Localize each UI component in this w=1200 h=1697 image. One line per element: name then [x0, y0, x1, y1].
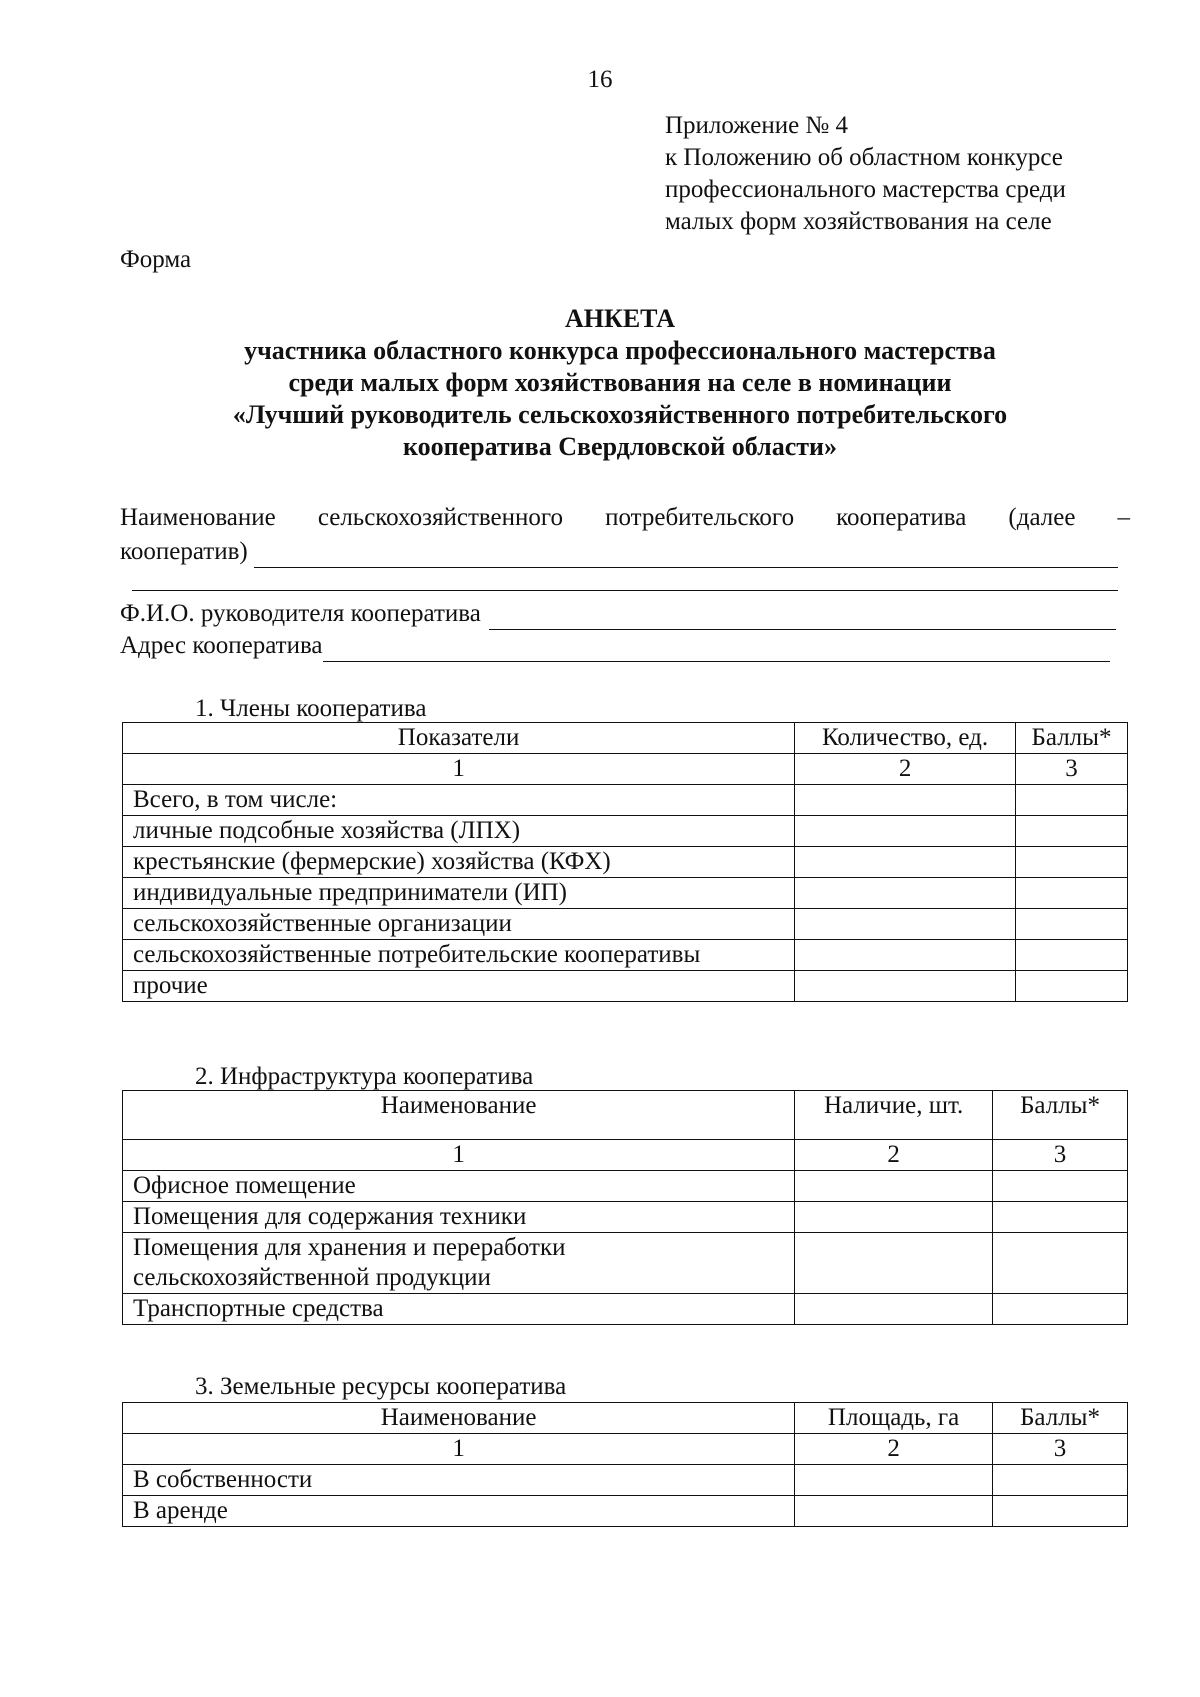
column-number: 2	[795, 1140, 993, 1171]
members-table	[122, 722, 1128, 1002]
appendix-line: Приложение № 4	[665, 112, 849, 139]
address-label: Адрес кооператива	[120, 632, 323, 659]
coop-name-row	[120, 536, 1130, 568]
column-number: 1	[123, 1140, 795, 1171]
quantity-cell[interactable]	[795, 847, 1016, 878]
table-header-row	[123, 1091, 1128, 1140]
column-header: Баллы*	[993, 1403, 1128, 1434]
area-cell[interactable]	[795, 1496, 993, 1527]
score-cell[interactable]	[1016, 878, 1128, 909]
table-row	[123, 1233, 1128, 1294]
score-cell[interactable]	[1016, 816, 1128, 847]
table-row	[123, 847, 1128, 878]
quantity-cell[interactable]	[795, 1171, 993, 1202]
table-row	[123, 1294, 1128, 1325]
column-number: 3	[993, 1434, 1128, 1465]
table-row	[123, 878, 1128, 909]
table-row	[123, 1496, 1128, 1527]
appendix-line: малых форм хозяйствования на селе	[665, 208, 1052, 235]
column-header: Наименование	[123, 1403, 795, 1434]
column-number: 2	[795, 1434, 993, 1465]
title-line: «Лучший руководитель сельскохозяйственного потребительского	[232, 400, 1008, 429]
column-header: Количество, ед.	[795, 723, 1016, 754]
director-name-field[interactable]	[489, 605, 1116, 630]
title-line: кооператива Свердловской области»	[402, 432, 838, 461]
quantity-cell[interactable]	[795, 878, 1016, 909]
row-label	[123, 1233, 795, 1294]
document-title	[120, 303, 1120, 463]
director-label: Ф.И.О. руководителя кооператива	[120, 600, 481, 627]
land-resources-table	[122, 1402, 1128, 1527]
table-row	[123, 785, 1128, 816]
appendix-line: к Положению об областном конкурсе	[665, 144, 1063, 171]
row-label: индивидуальные предприниматели (ИП)	[123, 878, 795, 909]
table-row	[123, 1171, 1128, 1202]
score-cell[interactable]	[993, 1202, 1128, 1233]
score-cell[interactable]	[1016, 785, 1128, 816]
score-cell[interactable]	[993, 1294, 1128, 1325]
column-number: 1	[123, 1434, 795, 1465]
table-row	[123, 940, 1128, 971]
score-cell[interactable]	[993, 1171, 1128, 1202]
table-header-row	[123, 723, 1128, 754]
score-cell[interactable]	[1016, 940, 1128, 971]
score-cell[interactable]	[1016, 971, 1128, 1002]
score-cell[interactable]	[1016, 847, 1128, 878]
area-cell[interactable]	[795, 1465, 993, 1496]
row-label: В собственности	[123, 1465, 795, 1496]
form-label: Форма	[120, 246, 192, 273]
quantity-cell[interactable]	[795, 816, 1016, 847]
quantity-cell[interactable]	[795, 1233, 993, 1294]
column-header: Площадь, га	[795, 1403, 993, 1434]
column-number: 3	[1016, 754, 1128, 785]
title-heading: АНКЕТА	[564, 304, 676, 333]
address-row	[120, 630, 1130, 662]
coop-name-label: Наименование сельскохозяйственного потребительского кооператива (далее –	[120, 504, 1130, 531]
quantity-cell[interactable]	[795, 1202, 993, 1233]
row-label: личные подсобные хозяйства (ЛПХ)	[123, 816, 795, 847]
column-header: Баллы*	[993, 1091, 1128, 1140]
director-row	[120, 598, 1130, 630]
title-line: среди малых форм хозяйствования на селе в номинации	[288, 368, 952, 397]
table-row	[123, 816, 1128, 847]
coop-name-field-line2[interactable]	[132, 590, 1118, 591]
column-header: Показатели	[123, 723, 795, 754]
section-1-title: 1. Члены кооператива	[195, 695, 427, 722]
row-label: Транспортные средства	[123, 1294, 795, 1325]
page-number: 16	[587, 66, 613, 93]
address-field[interactable]	[323, 637, 1110, 662]
row-label: Офисное помещение	[123, 1171, 795, 1202]
appendix-reference	[665, 110, 1165, 238]
row-label: В аренде	[123, 1496, 795, 1527]
table-header-row	[123, 1403, 1128, 1434]
row-label: Всего, в том числе:	[123, 785, 795, 816]
column-number: 3	[993, 1140, 1128, 1171]
coop-name-field[interactable]	[254, 543, 1118, 568]
table-row	[123, 971, 1128, 1002]
row-label: сельскохозяйственные потребительские кооперативы	[123, 940, 795, 971]
appendix-line: профессионального мастерства среди	[665, 176, 1066, 203]
infrastructure-table	[122, 1090, 1128, 1325]
table-row	[123, 1202, 1128, 1233]
column-header: Наименование	[123, 1091, 795, 1140]
quantity-cell[interactable]	[795, 1294, 993, 1325]
column-header: Наличие, шт.	[795, 1091, 993, 1140]
score-cell[interactable]	[993, 1233, 1128, 1294]
column-number: 2	[795, 754, 1016, 785]
row-label: крестьянские (фермерские) хозяйства (КФХ)	[123, 847, 795, 878]
row-label-line: Помещения для хранения и переработки	[133, 1234, 566, 1261]
column-header: Баллы*	[1016, 723, 1128, 754]
row-label: сельскохозяйственные организации	[123, 909, 795, 940]
quantity-cell[interactable]	[795, 909, 1016, 940]
row-label-line: сельскохозяйственной продукции	[133, 1264, 491, 1291]
title-line: участника областного конкурса профессионального мастерства	[244, 336, 996, 365]
section-2-title: 2. Инфраструктура кооператива	[195, 1063, 534, 1090]
table-row	[123, 909, 1128, 940]
section-3-title: 3. Земельные ресурсы кооператива	[195, 1373, 567, 1400]
quantity-cell[interactable]	[795, 785, 1016, 816]
score-cell[interactable]	[1016, 909, 1128, 940]
row-label: прочие	[123, 971, 795, 1002]
score-cell[interactable]	[993, 1465, 1128, 1496]
score-cell[interactable]	[993, 1496, 1128, 1527]
coop-name-label-cont: кооператив)	[120, 538, 248, 565]
table-number-row	[123, 1140, 1128, 1171]
table-number-row	[123, 754, 1128, 785]
row-label: Помещения для содержания техники	[123, 1202, 795, 1233]
table-row	[123, 1465, 1128, 1496]
column-number: 1	[123, 754, 795, 785]
quantity-cell[interactable]	[795, 971, 1016, 1002]
quantity-cell[interactable]	[795, 940, 1016, 971]
table-number-row	[123, 1434, 1128, 1465]
